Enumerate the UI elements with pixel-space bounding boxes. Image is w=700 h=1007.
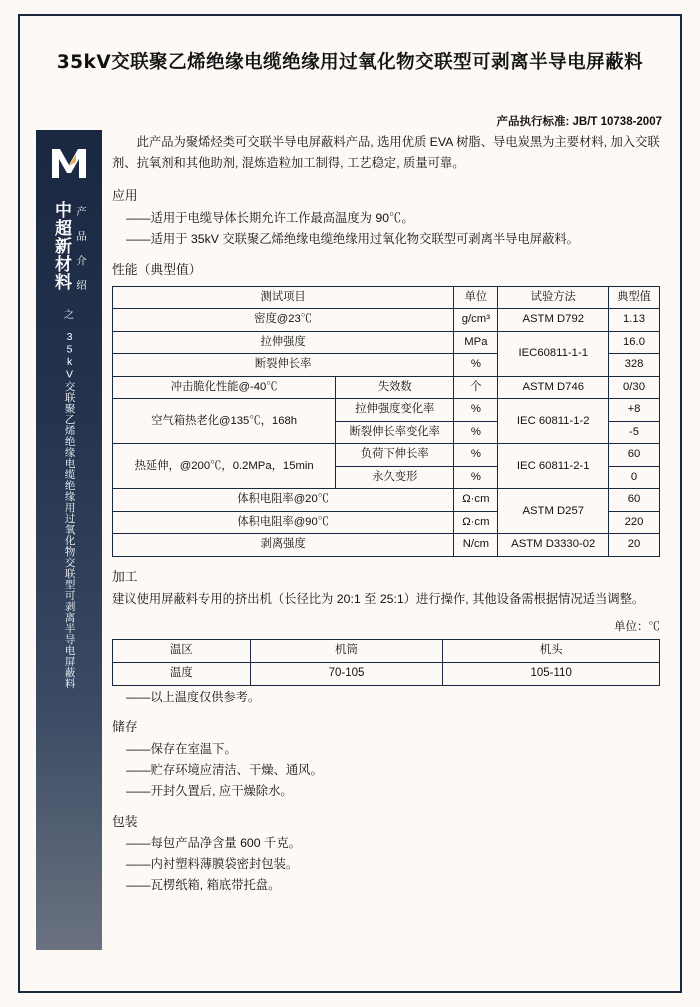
cell-method: ASTM D257: [498, 489, 609, 534]
table-row: [113, 309, 660, 332]
application-line: ——适用于 35kV 交联聚乙烯绝缘电缆绝缘用过氧化物交联型可剥离半导电屏蔽料。: [126, 232, 579, 247]
cell-value: 328: [609, 354, 660, 377]
storage-heading: 储存: [112, 718, 138, 734]
processing-heading: 加工: [112, 568, 138, 584]
cell-unit: %: [454, 444, 498, 467]
cell-value: 1.13: [609, 309, 660, 332]
cell-value: 20: [609, 534, 660, 557]
performance-table: [112, 286, 660, 557]
cell-subitem: 拉伸强度变化率: [336, 399, 454, 422]
cell-value: 16.0: [609, 331, 660, 354]
col-item: 测试项目: [113, 286, 454, 309]
cell-unit: Ω·cm: [454, 511, 498, 534]
cell-method: ASTM D792: [498, 309, 609, 332]
cell-method: ASTM D746: [498, 376, 609, 399]
cell-value: +8: [609, 399, 660, 422]
cell-item: 体积电阻率@20℃: [113, 489, 454, 512]
storage-line: ——开封久置后, 应干燥除水。: [126, 783, 293, 798]
cell-value: 60: [609, 489, 660, 512]
table-row: [113, 663, 660, 686]
cell-item: 断裂伸长率: [113, 354, 454, 377]
page-border-right: [680, 14, 682, 993]
brand-subtitle: 产 品 介 绍: [75, 206, 88, 291]
cell-unit: %: [454, 399, 498, 422]
col-unit: 单位: [454, 286, 498, 309]
cell-method: IEC 60811-1-2: [498, 399, 609, 444]
cell-value: 0: [609, 466, 660, 489]
brand-zhi: 之: [64, 310, 74, 321]
company-logo-icon: [46, 140, 92, 186]
packaging-heading: 包装: [112, 813, 138, 829]
intro-paragraph: 此产品为聚烯烃类可交联半导电屏蔽料产品, 选用优质 EVA 树脂、导电炭黑为主要材料, 加入交联剂、抗氧剂和其他助剂, 混炼造粒加工制得, 工艺稳定, 质量可靠。: [112, 135, 660, 171]
application-heading: 应用: [112, 188, 138, 204]
packaging-line: ——内衬塑料薄膜袋密封包装。: [126, 857, 299, 872]
cell-value: -5: [609, 421, 660, 444]
page-border-left: [18, 14, 20, 993]
table-row: [113, 444, 660, 467]
table-row: [113, 331, 660, 354]
brand-name: 中超新材料: [50, 201, 71, 291]
cell-item: 冲击脆化性能@-40℃: [113, 376, 336, 399]
processing-note: ——以上温度仅供参考。: [126, 690, 261, 705]
cell-unit: %: [454, 354, 498, 377]
cell-item: 剥离强度: [113, 534, 454, 557]
cell-item: 体积电阻率@90℃: [113, 511, 454, 534]
cell-method: ASTM D3330-02: [498, 534, 609, 557]
temp-head-value: 105-110: [443, 663, 660, 686]
table-header-row: [113, 286, 660, 309]
cell-subitem: 失效数: [336, 376, 454, 399]
temp-row-label: 温度: [113, 663, 251, 686]
table-row: [113, 489, 660, 512]
cell-method: IEC60811-1-1: [498, 331, 609, 376]
standard-line: 产品执行标准: JB/T 10738-2007: [496, 116, 662, 128]
storage-line: ——贮存环境应清洁、干燥、通风。: [126, 762, 323, 777]
cell-item: 热延伸，@200℃，0.2MPa，15min: [113, 444, 336, 489]
temperature-table: [112, 639, 660, 686]
packaging-line: ——瓦楞纸箱, 箱底带托盘。: [126, 878, 281, 893]
table-row: [113, 534, 660, 557]
temp-col-head: 机头: [443, 640, 660, 663]
processing-text: 建议使用屏蔽料专用的挤出机（长径比为 20:1 至 25:1）进行操作, 其他设备需根据情况适当调整。: [112, 591, 645, 606]
cell-value: 60: [609, 444, 660, 467]
temperature-unit-label: 单位：℃: [614, 621, 660, 634]
table-row: [113, 399, 660, 422]
temp-col-barrel: 机筒: [250, 640, 443, 663]
cell-unit: N/cm: [454, 534, 498, 557]
col-method: 试验方法: [498, 286, 609, 309]
cell-item: 密度@23℃: [113, 309, 454, 332]
temp-col-zone: 温区: [113, 640, 251, 663]
storage-line: ——保存在室温下。: [126, 741, 237, 756]
page-title: 35kV交联聚乙烯绝缘电缆绝缘用过氧化物交联型可剥离半导电屏蔽料: [56, 52, 644, 73]
document-content: [112, 132, 660, 897]
page-border-bottom: [18, 991, 682, 993]
cell-subitem: 负荷下伸长率: [336, 444, 454, 467]
cell-unit: Ω·cm: [454, 489, 498, 512]
cell-subitem: 永久变形: [336, 466, 454, 489]
cell-unit: 个: [454, 376, 498, 399]
cell-unit: g/cm³: [454, 309, 498, 332]
cell-item: 空气箱热老化@135℃，168h: [113, 399, 336, 444]
page-border-top: [18, 14, 682, 16]
cell-method: IEC 60811-2-1: [498, 444, 609, 489]
brand-product-name: 35kV交联聚乙烯绝缘电缆绝缘用过氧化物交联型可剥离半导电屏蔽料: [63, 331, 76, 689]
cell-unit: %: [454, 466, 498, 489]
packaging-line: ——每包产品净含量 600 千克。: [126, 836, 301, 851]
application-line: ——适用于电缆导体长期允许工作最高温度为 90℃。: [126, 211, 414, 226]
cell-value: 220: [609, 511, 660, 534]
cell-unit: %: [454, 421, 498, 444]
cell-unit: MPa: [454, 331, 498, 354]
performance-heading: 性能（典型值）: [112, 261, 202, 277]
cell-value: 0/30: [609, 376, 660, 399]
col-value: 典型值: [609, 286, 660, 309]
temp-barrel-value: 70-105: [250, 663, 443, 686]
table-row: [113, 376, 660, 399]
cell-subitem: 断裂伸长率变化率: [336, 421, 454, 444]
brand-sidebar: [36, 130, 102, 950]
table-header-row: [113, 640, 660, 663]
cell-item: 拉伸强度: [113, 331, 454, 354]
